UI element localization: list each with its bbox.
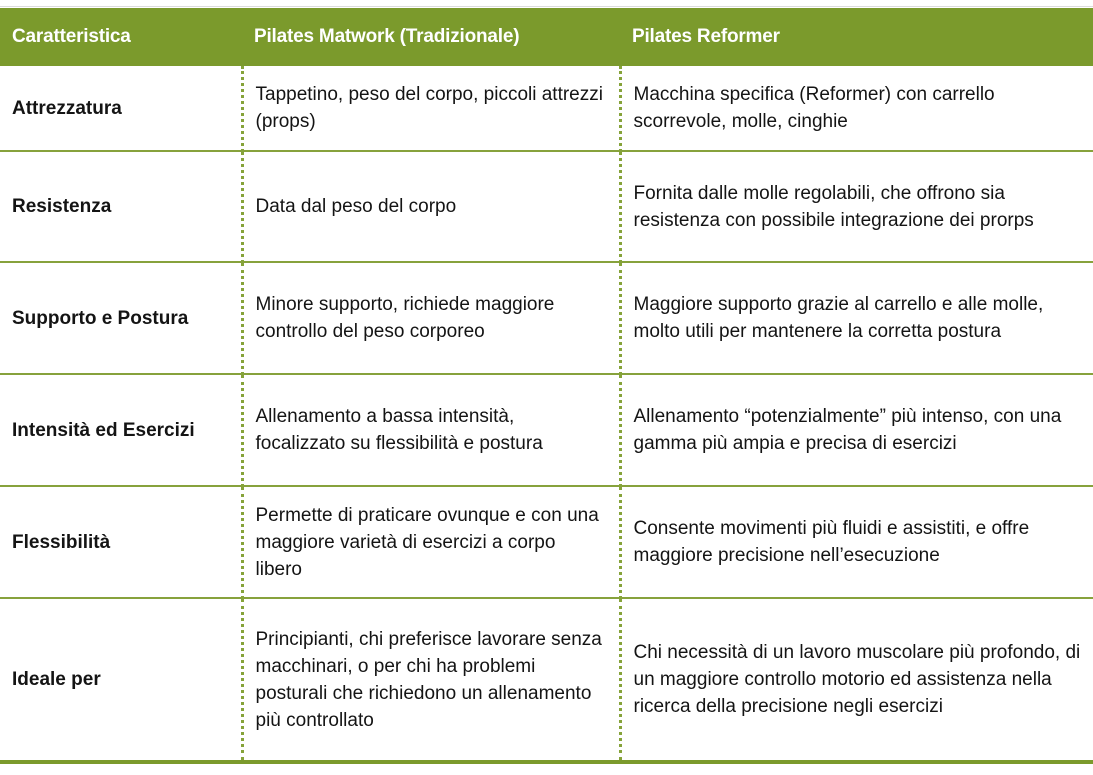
table-row [0, 151, 1093, 262]
header-reformer: Pilates Reformer [620, 8, 1093, 66]
feature-cell: Ideale per [0, 598, 242, 762]
matwork-cell: Principianti, chi preferisce lavorare senza macchinari, o per chi ha problemi posturali che richiedono un allenamento più controllato [242, 598, 620, 762]
reformer-cell: Maggiore supporto grazie al carrello e alle molle, molto utili per mantenere la corretta postura [620, 262, 1093, 374]
header-feature: Caratteristica [0, 8, 242, 66]
header-matwork: Pilates Matwork (Tradizionale) [242, 8, 620, 66]
feature-cell: Flessibilità [0, 486, 242, 598]
table-row [0, 66, 1093, 151]
comparison-table [0, 8, 1093, 764]
feature-cell: Supporto e Postura [0, 262, 242, 374]
matwork-cell: Data dal peso del corpo [242, 151, 620, 262]
reformer-cell: Chi necessità di un lavoro muscolare più profondo, di un maggiore controllo motorio ed assistenza nella ricerca della precisione negli esercizi [620, 598, 1093, 762]
matwork-cell: Allenamento a bassa intensità, focalizzato su flessibilità e postura [242, 374, 620, 486]
table-row [0, 374, 1093, 486]
top-rule [0, 6, 1093, 7]
table-row [0, 598, 1093, 762]
reformer-cell: Macchina specifica (Reformer) con carrello scorrevole, molle, cinghie [620, 66, 1093, 151]
reformer-cell: Fornita dalle molle regolabili, che offrono sia resistenza con possibile integrazione dei prorps [620, 151, 1093, 262]
matwork-cell: Minore supporto, richiede maggiore controllo del peso corporeo [242, 262, 620, 374]
reformer-cell: Consente movimenti più fluidi e assistiti, e offre maggiore precisione nell’esecuzione [620, 486, 1093, 598]
feature-cell: Intensità ed Esercizi [0, 374, 242, 486]
header-row [0, 8, 1093, 66]
matwork-cell: Permette di praticare ovunque e con una maggiore varietà di esercizi a corpo libero [242, 486, 620, 598]
feature-cell: Resistenza [0, 151, 242, 262]
table-row [0, 486, 1093, 598]
table-row [0, 262, 1093, 374]
matwork-cell: Tappetino, peso del corpo, piccoli attrezzi (props) [242, 66, 620, 151]
reformer-cell: Allenamento “potenzialmente” più intenso, con una gamma più ampia e precisa di esercizi [620, 374, 1093, 486]
feature-cell: Attrezzatura [0, 66, 242, 151]
